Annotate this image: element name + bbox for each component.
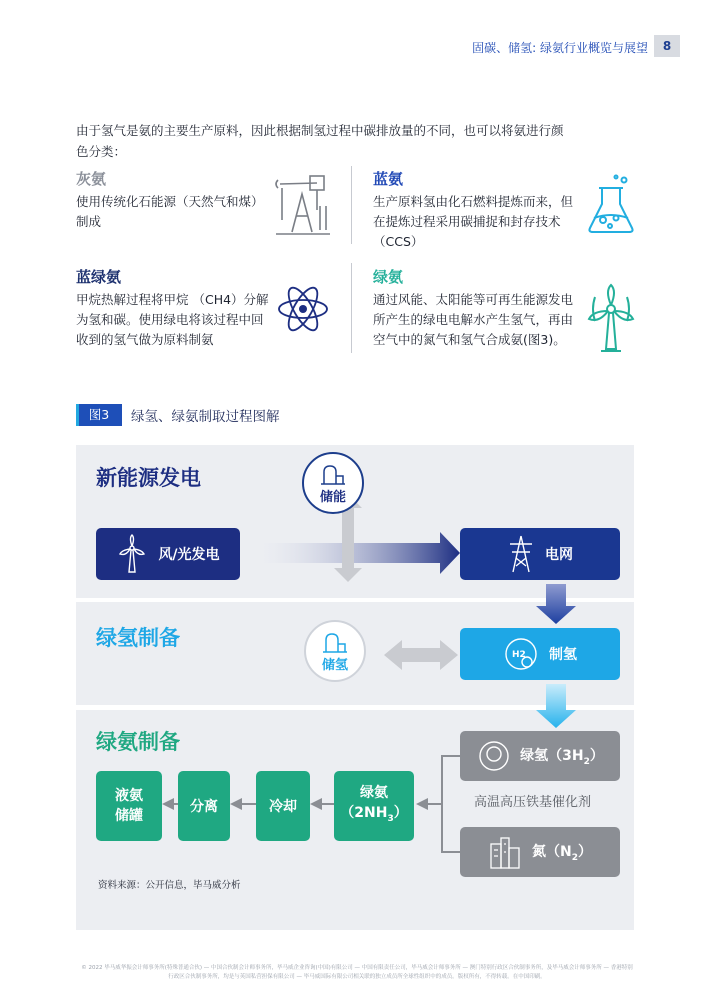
hydrogen-production-label: 制氢 <box>549 647 577 663</box>
header-title: 固碳、储氢: 绿氨行业概览与展望 <box>472 41 648 55</box>
wind-solar-label: 风/光发电 <box>158 547 220 563</box>
factory-icon <box>488 834 522 870</box>
green-ammonia-box <box>334 771 414 841</box>
section-heading-hydrogen: 绿氢制备 <box>96 626 180 650</box>
category-text-gray: 使用传统化石能源（天然气和煤）制成 <box>76 194 264 229</box>
category-title-gray: 灰氨 <box>76 170 107 188</box>
hydrogen-storage-label: 储氢 <box>321 657 348 673</box>
storage-tank-icon <box>319 462 347 486</box>
catalyst-label: 高温高压铁基催化剂 <box>474 795 592 810</box>
section-heading-power: 新能源发电 <box>96 466 201 490</box>
section-heading-ammonia: 绿氨制备 <box>96 730 180 754</box>
cooling-label: 冷却 <box>269 799 297 815</box>
hydrogen-production-box <box>460 628 620 680</box>
power-tower-icon <box>507 534 535 574</box>
page-number: 8 <box>654 35 680 57</box>
category-title-green: 绿氨 <box>373 268 404 286</box>
energy-storage-node <box>302 452 364 514</box>
category-text-bluegreen: 甲烷热解过程将甲烷 （CH4）分解为氢和碳。使用绿电将该过程中回收到的氢气做为原料制氨 <box>76 292 269 347</box>
green-hydrogen-label: 绿氢$(3H_2)$ <box>520 748 604 767</box>
liquid-ammonia-line1: 液氨 <box>115 788 143 804</box>
copyright-footer: © 2022 毕马威华振会计师事务所(特殊普通合伙) — 中国合伙制会计师事务所，毕马威企业咨询(中国)有限公司 — 中国有限责任公司，毕马威会计师事务所 — 澳门特别行政区合伙制事务所，及毕马威会计师事务所 — 香港特别行政区合伙制事务所，均是与英国私营担保有限公司 — 毕马威国际有限公司相关联的独立成员所全球性组织中的成员。版权所有，不得转载。在中国印刷。 <box>81 965 633 980</box>
figure-label: 图3 <box>76 404 122 426</box>
liquid-ammonia-tank-box <box>96 771 162 841</box>
intro-paragraph: 由于氢气是氨的主要生产原料，因此根据制氢过程中碳排放量的不同，也可以将氨进行颜色分类： <box>76 123 564 159</box>
category-text-green: 通过风能、太阳能等可再生能源发电所产生的绿电电解水产生氢气，再由空气中的氮气和氢气合成氨(图3)。 <box>373 292 574 347</box>
liquid-ammonia-line2: 储罐 <box>115 808 143 824</box>
green-ammonia-line2: $(2NH_3)$ <box>340 805 408 824</box>
separation-box <box>178 771 230 841</box>
nitrogen-box <box>460 827 620 877</box>
separation-label: 分离 <box>190 799 218 815</box>
power-grid-box <box>460 528 620 580</box>
wind-solar-box <box>96 528 240 580</box>
cooling-box <box>256 771 310 841</box>
wind-turbine-icon <box>116 534 148 574</box>
figure-title: 绿氢、绿氨制取过程图解 <box>131 409 280 425</box>
category-title-bluegreen: 蓝绿氨 <box>76 268 122 286</box>
energy-storage-label: 储能 <box>319 489 346 505</box>
hydrogen-storage-node <box>304 620 366 682</box>
category-title-blue: 蓝氨 <box>373 170 404 188</box>
storage-tank-icon <box>321 630 349 654</box>
category-text-blue: 生产原料氢由化石燃料提炼而来，但在提炼过程采用碳捕捉和封存技术（CCS） <box>373 194 574 249</box>
green-hydrogen-box <box>460 731 620 781</box>
nitrogen-label: 氮$(N_2)$ <box>532 844 592 863</box>
figure-source: 资料来源：公开信息，毕马威分析 <box>98 880 241 891</box>
h2-badge: H2 <box>512 650 526 660</box>
hydrogen-cycle-icon <box>476 738 512 774</box>
hydrogen-icon <box>503 636 539 672</box>
green-ammonia-line1: 绿氨 <box>360 785 388 802</box>
power-grid-label: 电网 <box>545 547 573 563</box>
